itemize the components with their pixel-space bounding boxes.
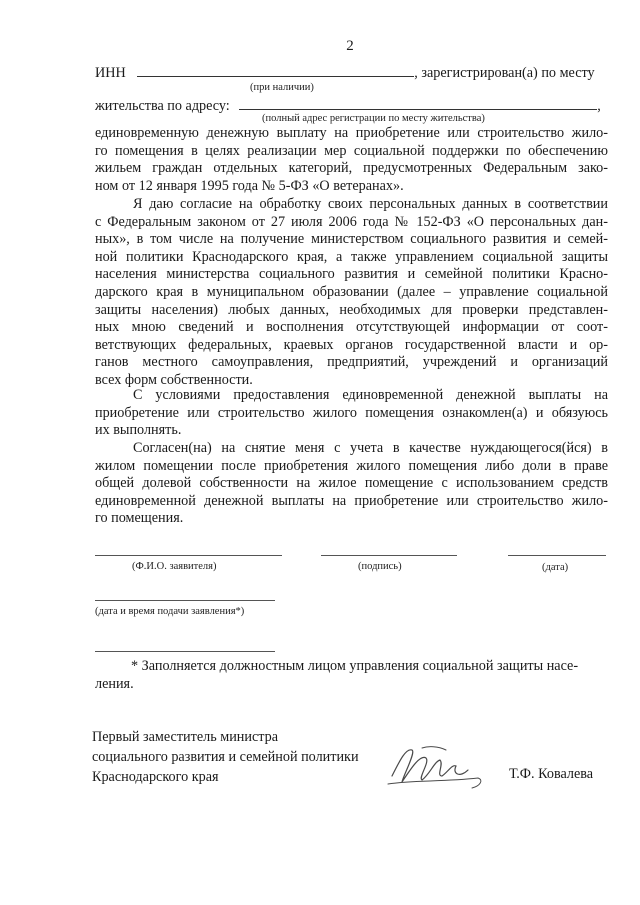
paragraph-line: ном от 12 января 1995 года № 5-ФЗ «О ветеранах». (95, 177, 404, 194)
paragraph-line: единовременной денежной выплаты на приобретение или строительство жило- (95, 492, 608, 509)
paragraph-line: их выполнять. (95, 422, 182, 439)
official-title-line: Краснодарского края (92, 769, 219, 785)
page-number: 2 (346, 38, 354, 54)
paragraph-line: го помещения в целях реализации мер социальной поддержки по обеспечению (95, 142, 608, 159)
paragraph-line: дарского края в муниципальном образовании (далее – управление социальной (95, 283, 608, 300)
official-name: Т.Ф. Ковалева (509, 766, 594, 782)
paragraph-line: ной политики Краснодарского края, а также управлением социальной защиты (95, 248, 608, 265)
paragraph-payment-purpose (95, 125, 608, 195)
paragraph-conditions (95, 387, 608, 440)
paragraph-line: всех форм собственности. (95, 371, 253, 388)
date-line (508, 555, 606, 556)
footnote-separator (95, 651, 275, 652)
paragraph-line: жильем граждан отдельных категорий, предусмотренных Федеральным зако- (95, 160, 608, 177)
paragraph-line: жилом помещении после приобретения жилого помещения либо доли в праве (95, 457, 608, 474)
registered-text: , зарегистрирован(а) по месту (414, 65, 595, 81)
applicant-name-line (95, 555, 282, 556)
footnote (95, 657, 608, 693)
paragraph-line: ветствующих федеральных, краевых органов государственной власти и ор- (95, 336, 608, 353)
paragraph-line: защиты населения) любых данных, необходимых для проверки представлен- (95, 301, 608, 318)
paragraph-line: населения министерства социального развития и семейной политики Красно- (95, 266, 608, 283)
submission-datetime-caption: (дата и время подачи заявления*) (95, 606, 245, 617)
handwritten-signature (382, 740, 500, 792)
signature-caption: (подпись) (358, 561, 402, 572)
paragraph-line: го помещения. (95, 510, 184, 527)
paragraph-line: ных мною сведений и восполнения отсутствующей информации от соот- (95, 319, 608, 336)
residence-label: жительства по адресу: (95, 98, 230, 114)
paragraph-line: общей долевой собственности на жилое помещение с использованием средств (95, 475, 608, 492)
paragraph-line: единовременную денежную выплату на приобретение или строительство жило- (95, 125, 608, 141)
paragraph-line: с Федеральным законом от 27 июля 2006 года № 152-ФЗ «О персональных дан- (95, 213, 608, 230)
paragraph-line: Согласен(на) на снятие меня с учета в качестве нуждающегося(йся) в (133, 440, 608, 456)
paragraph-line: Я даю согласие на обработку своих персональных данных в соответствии (133, 196, 608, 212)
inn-blank (137, 63, 414, 77)
paragraph-deregistration (95, 440, 608, 528)
paragraph-line: приобретение или строительство жилого помещения ознакомлен(а) и обязуюсь (95, 404, 608, 421)
address-blank (239, 96, 597, 110)
applicant-name-caption: (Ф.И.О. заявителя) (132, 561, 217, 572)
inn-line (95, 63, 595, 82)
signature-line (321, 555, 457, 556)
date-caption: (дата) (542, 562, 569, 573)
address-caption: (полный адрес регистрации по месту жительства) (262, 113, 485, 124)
official-title (92, 727, 359, 787)
paragraph-line: ганов местного самоуправления, предприятий, учреждений и организаций (95, 354, 608, 371)
inn-caption: (при наличии) (250, 82, 314, 93)
residence-end: , (597, 98, 601, 114)
paragraph-line: С условиями предоставления единовременной денежной выплаты на (133, 387, 608, 403)
paragraph-data-consent (95, 196, 608, 390)
submission-datetime-line (95, 600, 275, 601)
inn-label: ИНН (95, 65, 126, 81)
footnote-line: ления. (95, 676, 134, 692)
footnote-line: * Заполняется должностным лицом управления социальной защиты насе- (131, 658, 579, 674)
official-title-line: социального развития и семейной политики (92, 749, 359, 765)
official-title-line: Первый заместитель министра (92, 729, 279, 745)
paragraph-line: ных», в том числе на получение министерством социального развития и семей- (95, 231, 608, 248)
